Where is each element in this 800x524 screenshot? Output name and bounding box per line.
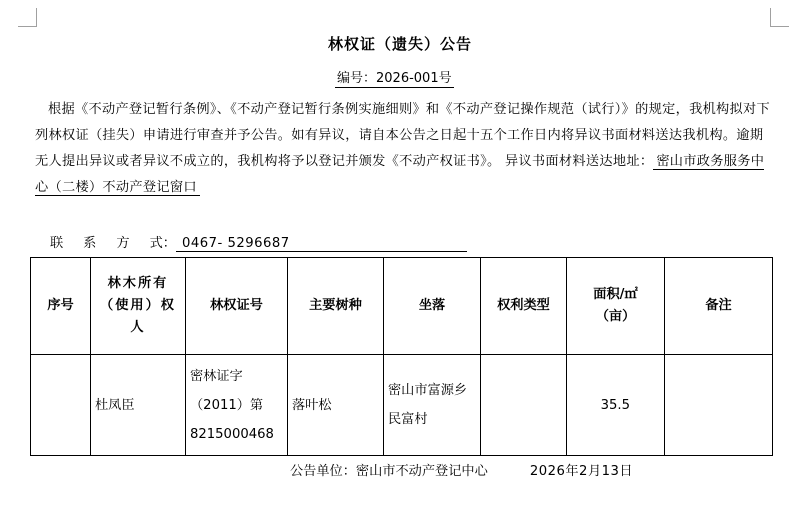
notice-date: 2026年2月13日 (529, 464, 634, 479)
cell-seq (31, 355, 91, 456)
page-corner-mark-left (18, 8, 37, 27)
notice-address: 密山市政务服务中心（二楼）不动产登记窗口 (35, 154, 765, 195)
header-cert: 林权证号 (186, 258, 288, 355)
issuer: 公告单位：密山市不动产登记中心 (290, 464, 488, 479)
cell-species: 落叶松 (288, 355, 384, 456)
table-row (31, 355, 773, 456)
header-area (567, 258, 665, 355)
header-area-main: 面积/㎡ (593, 287, 638, 302)
contact-label: 联系方 (50, 236, 150, 251)
notice-body (35, 97, 775, 201)
cell-area: 35.5 (567, 355, 665, 456)
contact-value: 0467- 5296687 (176, 236, 467, 252)
forest-right-table (30, 257, 773, 456)
table-header-row (31, 258, 773, 355)
cell-owner: 杜凤臣 (91, 355, 186, 456)
header-remark: 备注 (665, 258, 773, 355)
header-seq: 序号 (31, 258, 91, 355)
notice-number: 编号：2026-001号 (335, 67, 454, 88)
cell-location: 密山市富源乡民富村 (384, 355, 481, 456)
page-corner-mark-right (770, 8, 789, 27)
header-owner: 林木所有（使用）权人 (91, 258, 186, 355)
notice-footer (290, 460, 633, 479)
header-right-type: 权利类型 (481, 258, 567, 355)
header-location: 坐落 (384, 258, 481, 355)
contact-label-end: 式： (149, 236, 176, 251)
notice-title: 林权证（遗失）公告 (327, 35, 472, 53)
header-area-sub: （亩） (595, 309, 636, 324)
cell-cert: 密林证字（2011）第8215000468 (186, 355, 288, 456)
contact-line (50, 232, 467, 252)
notice-body-text: 根据《不动产登记暂行条例》、《不动产登记暂行条例实施细则》和《不动产登记操作规范（试行）》的规定，我机构拟对下列林权证（挂失）申请进行审查并予公告。如有异议，请自本公告之日起十五个工作日内将异议书面材料送达我机构。逾期无人提出异议或者异议不成立的，我机构将予以登记并颁发《不动产权证书》。 异议书面材料送达地址： (35, 102, 771, 169)
header-species: 主要树种 (288, 258, 384, 355)
cell-right-type (481, 355, 567, 456)
cell-remark (665, 355, 773, 456)
